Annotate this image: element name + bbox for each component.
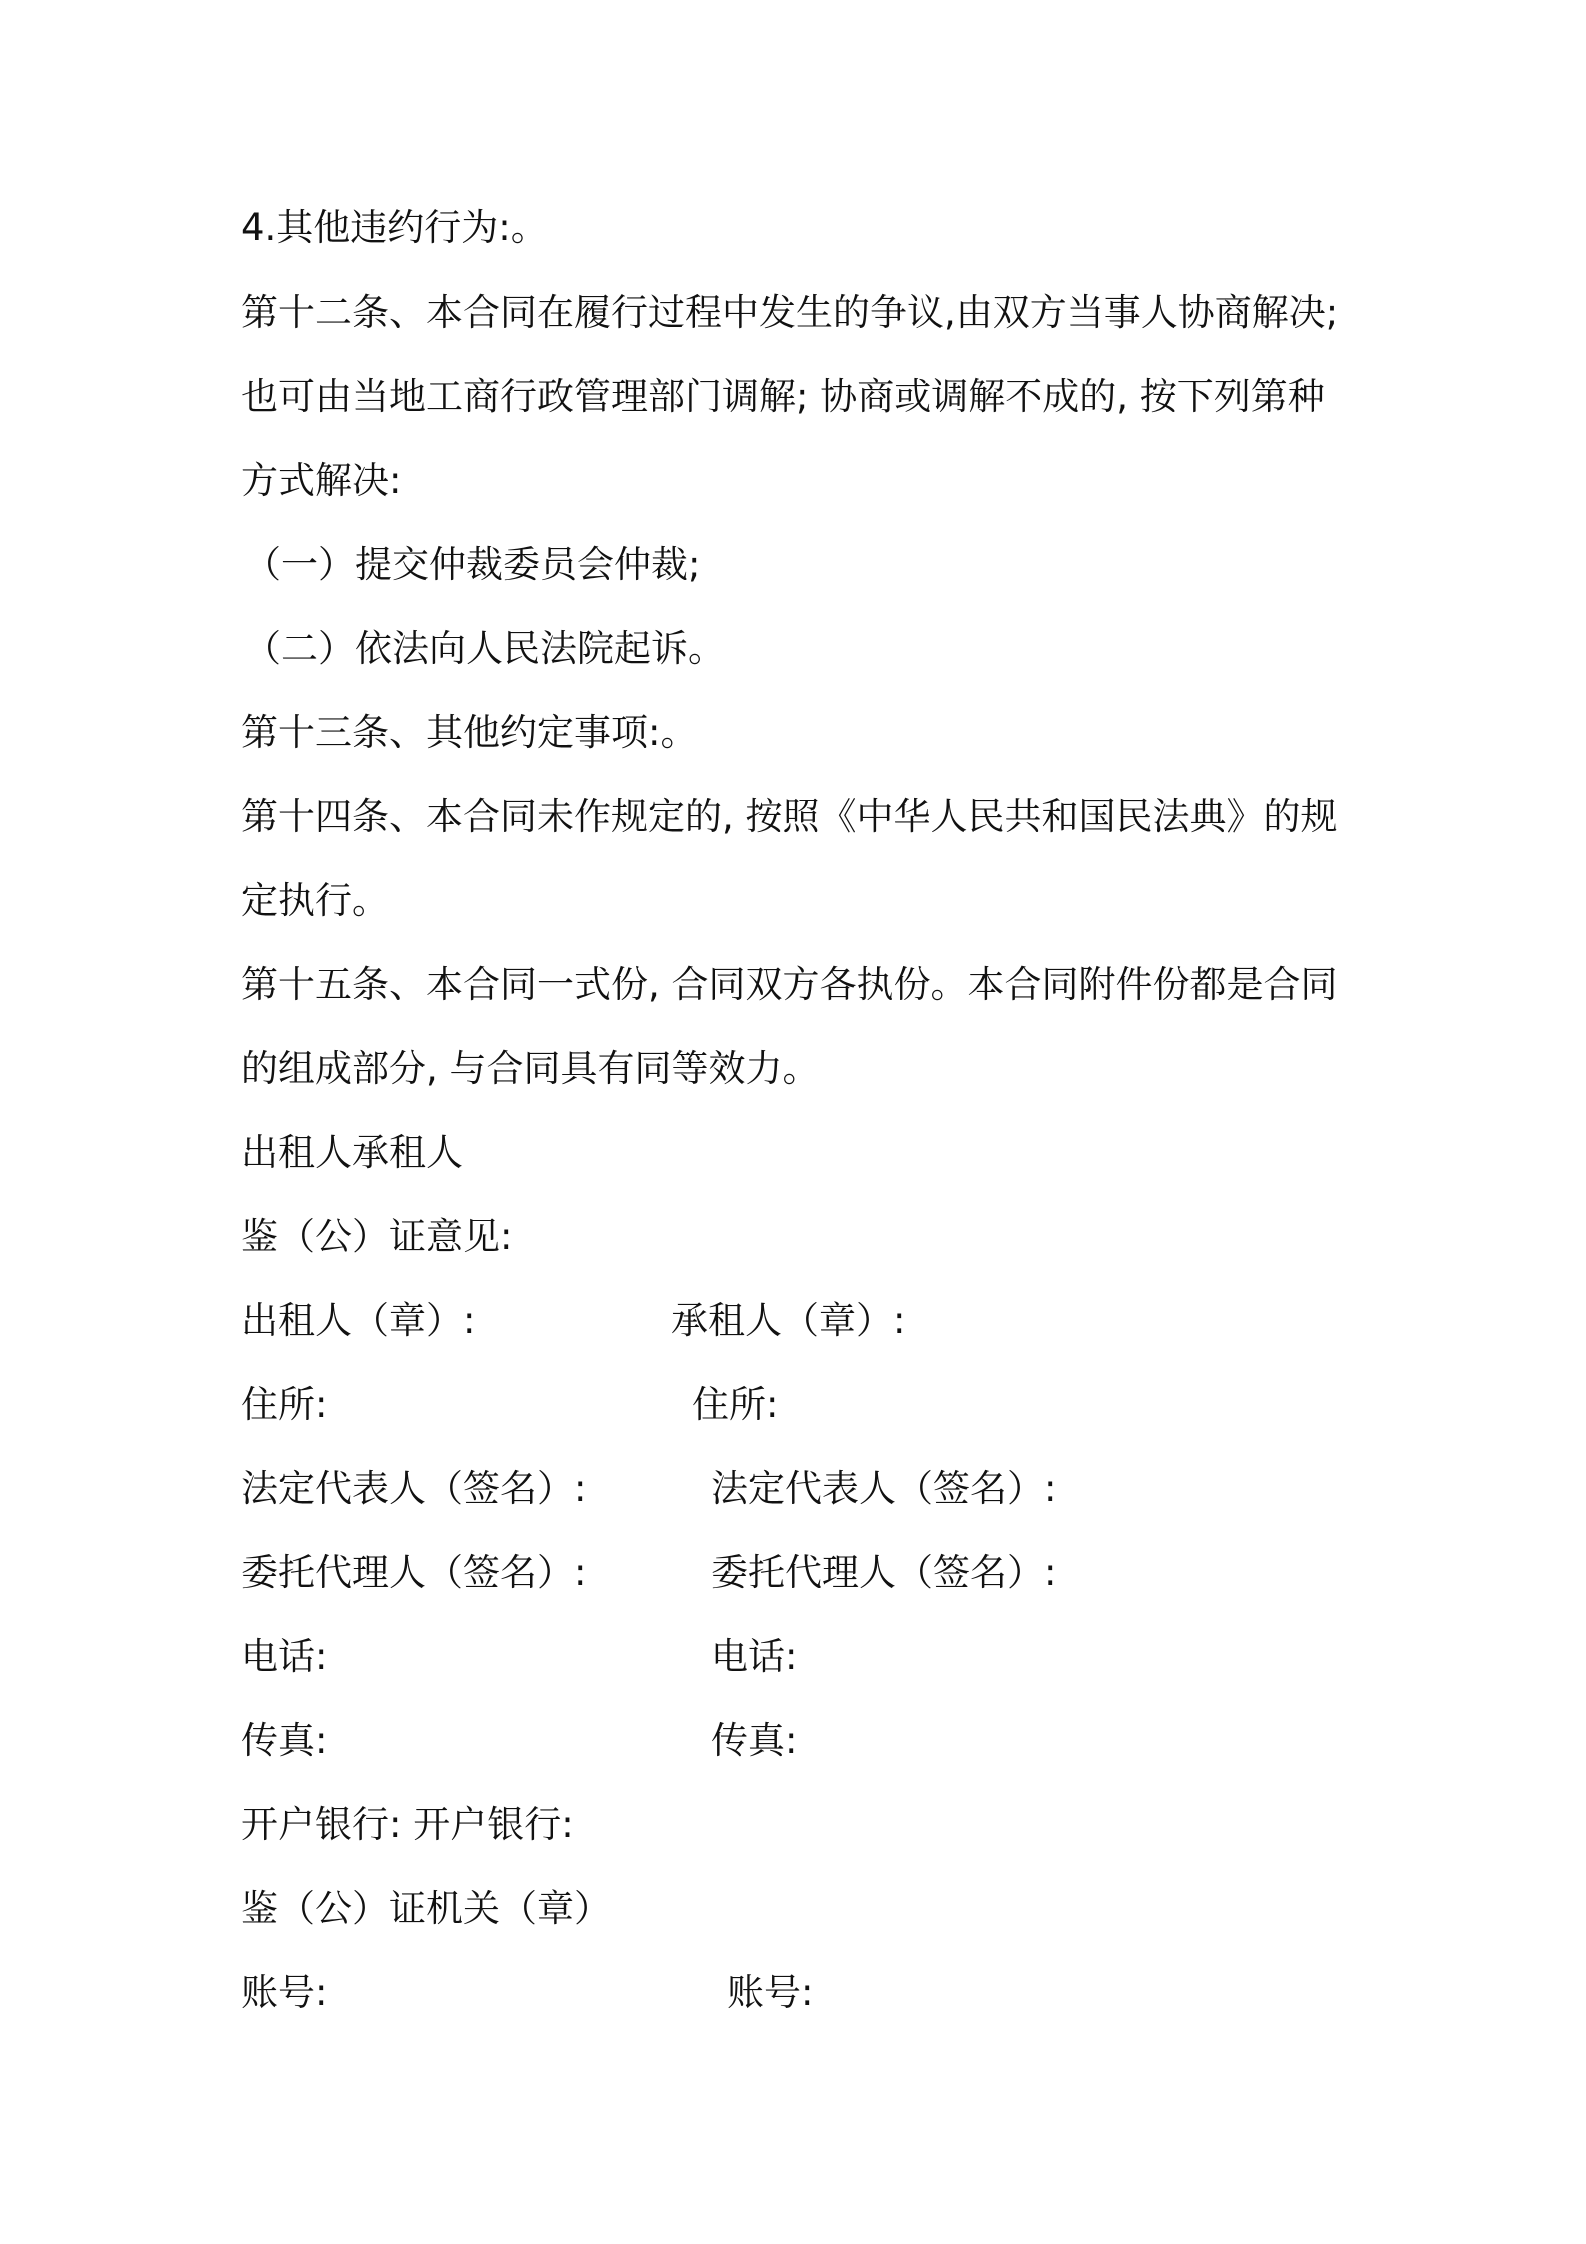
phone-left-label: 电话: bbox=[241, 1635, 328, 1678]
address-row bbox=[241, 1375, 1341, 1435]
lessor-seal-label: 出租人（章）: bbox=[241, 1299, 476, 1342]
address-left-label: 住所: bbox=[241, 1383, 328, 1426]
account-left-label: 账号: bbox=[241, 1971, 328, 2014]
phone-row bbox=[241, 1627, 1341, 1687]
fax-left-label: 传真: bbox=[241, 1719, 328, 1762]
account-row bbox=[241, 1963, 1341, 2023]
legal-rep-row bbox=[241, 1459, 1341, 1519]
clause-12-line-1: 第十二条、本合同在履行过程中发生的争议,由双方当事人协商解决; bbox=[241, 291, 1339, 334]
account-right-label: 账号: bbox=[727, 1971, 814, 2014]
lessee-seal-label: 承租人（章）: bbox=[671, 1299, 906, 1342]
notary-seal-label: 鉴（公）证机关（章） bbox=[241, 1887, 611, 1930]
clause-14-line-2: 定执行。 bbox=[241, 879, 389, 922]
address-right-label: 住所: bbox=[692, 1383, 779, 1426]
bank-row: 开户银行: 开户银行: bbox=[241, 1803, 574, 1846]
legal-rep-right-label: 法定代表人（签名）: bbox=[711, 1467, 1057, 1510]
agent-right-label: 委托代理人（签名）: bbox=[711, 1551, 1057, 1594]
clause-other-breach: 4.其他违约行为:。 bbox=[241, 206, 548, 249]
phone-right-label: 电话: bbox=[711, 1635, 798, 1678]
clause-12-line-2: 也可由当地工商行政管理部门调解; 协商或调解不成的, 按下列第种 bbox=[241, 375, 1325, 418]
option-arbitration: （一）提交仲裁委员会仲裁; bbox=[244, 543, 701, 586]
notary-opinion: 鉴（公）证意见: bbox=[241, 1215, 513, 1258]
fax-row bbox=[241, 1711, 1341, 1771]
clause-12-line-3: 方式解决: bbox=[241, 459, 402, 502]
seal-row bbox=[241, 1291, 1341, 1351]
fax-right-label: 传真: bbox=[711, 1719, 798, 1762]
agent-row bbox=[241, 1543, 1341, 1603]
clause-15-line-1: 第十五条、本合同一式份, 合同双方各执份。本合同附件份都是合同 bbox=[241, 963, 1338, 1006]
parties-heading: 出租人承租人 bbox=[241, 1131, 463, 1174]
legal-rep-left-label: 法定代表人（签名）: bbox=[241, 1467, 587, 1510]
clause-13: 第十三条、其他约定事项:。 bbox=[241, 711, 698, 754]
agent-left-label: 委托代理人（签名）: bbox=[241, 1551, 587, 1594]
clause-15-line-2: 的组成部分, 与合同具有同等效力。 bbox=[241, 1047, 820, 1090]
clause-14-line-1: 第十四条、本合同未作规定的, 按照《中华人民共和国民法典》的规 bbox=[241, 795, 1338, 838]
option-litigation: （二）依法向人民法院起诉。 bbox=[244, 627, 725, 670]
